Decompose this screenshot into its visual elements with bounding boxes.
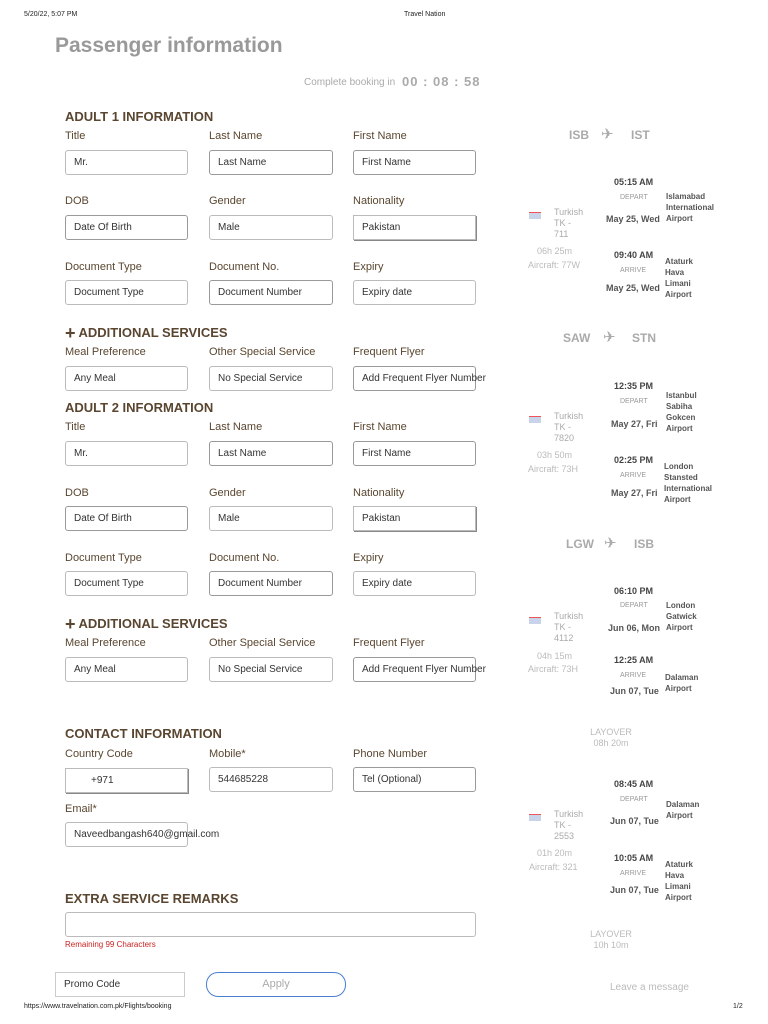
adult1-first-label: First Name [353, 130, 407, 142]
leg3-depart-airport: London Gatwick Airport [666, 601, 697, 632]
adult2-doctype-label: Document Type [65, 552, 142, 564]
leg1-arrive-label: ARRIVE [620, 267, 647, 274]
leg4-arrive-label: ARRIVE [620, 870, 647, 877]
services2-meal-select[interactable]: Any Meal [65, 657, 188, 682]
leg1-to: IST [631, 128, 650, 142]
apply-button[interactable]: Apply [206, 972, 346, 997]
mobile-input[interactable]: 544685228 [209, 767, 333, 792]
contact-phone-label: Phone Number [353, 748, 427, 760]
layover-2: LAYOVER 10h 10m [590, 929, 632, 950]
email-input[interactable]: Naveedbangash640@gmail.com [65, 822, 188, 847]
leg3-aircraft: Aircraft: 73H [528, 664, 579, 674]
leg2-to: STN [632, 331, 656, 345]
services1-meal-select[interactable]: Any Meal [65, 366, 188, 391]
services2-flyer-label: Frequent Flyer [353, 637, 425, 649]
leg3-duration: 04h 15m [537, 651, 573, 661]
adult1-title-select[interactable]: Mr. [65, 150, 188, 175]
leg1-arrive-date: May 25, Wed [606, 283, 660, 293]
leg3-to: ISB [634, 537, 655, 551]
leg3-arrive-label: ARRIVE [620, 672, 647, 679]
leg3-arrive-airport: Dalaman Airport [665, 673, 699, 693]
print-datetime: 5/20/22, 5:07 PM [24, 11, 78, 18]
plus-icon: + [65, 323, 76, 343]
print-footer-url: https://www.travelnation.com.pk/Flights/booking [24, 1003, 172, 1010]
plane-icon: ✈ [604, 535, 617, 552]
page-title: Passenger information [55, 34, 283, 57]
adult2-docno-input[interactable]: Document Number [209, 571, 333, 596]
leg1-aircraft: Aircraft: 77W [528, 260, 581, 270]
adult1-last-name-input[interactable]: Last Name [209, 150, 333, 175]
adult1-doctype-select[interactable]: Document Type [65, 280, 188, 305]
leg1-depart-time: 05:15 AM [614, 177, 654, 187]
services1-special-label: Other Special Service [209, 346, 316, 358]
adult2-last-label: Last Name [209, 421, 263, 433]
leg1-duration: 06h 25m [537, 246, 573, 256]
leg4-arrive-date: Jun 07, Tue [610, 885, 659, 895]
leg2-depart-time: 12:35 PM [614, 381, 654, 391]
leg2-arrive-date: May 27, Fri [611, 488, 658, 498]
airline-logo-icon [529, 814, 541, 821]
leg3-depart-time: 06:10 PM [614, 586, 654, 596]
print-footer-page: 1/2 [733, 1003, 743, 1010]
timer-label: Complete booking in [304, 77, 396, 88]
services1-meal-label: Meal Preference [65, 346, 146, 358]
services2-frequent-flyer-input[interactable]: Add Frequent Flyer Number [353, 657, 476, 682]
print-site-title: Travel Nation [404, 11, 446, 18]
leg2-airline: Turkish TK - 7820 [554, 411, 584, 443]
plus-icon: + [65, 614, 76, 634]
contact-email-label: Email* [65, 803, 97, 815]
leg4-aircraft: Aircraft: 321 [529, 862, 578, 872]
services2-special-label: Other Special Service [209, 637, 316, 649]
airline-logo-icon [529, 212, 541, 219]
layover-1: LAYOVER 08h 20m [590, 727, 632, 748]
leg4-depart-label: DEPART [620, 796, 648, 803]
leg4-depart-date: Jun 07, Tue [610, 816, 659, 826]
leg2-arrive-time: 02:25 PM [614, 455, 654, 465]
additional-services-1-toggle[interactable] [65, 323, 228, 344]
services1-frequent-flyer-input[interactable]: Add Frequent Flyer Number [353, 366, 476, 391]
remarks-heading: EXTRA SERVICE REMARKS [65, 891, 239, 906]
leg4-depart-airport: Dalaman Airport [666, 800, 700, 820]
adult2-dob-input[interactable]: Date Of Birth [65, 506, 188, 531]
leg3-depart-label: DEPART [620, 602, 648, 609]
adult2-doctype-select[interactable]: Document Type [65, 571, 188, 596]
leg2-from: SAW [563, 331, 591, 345]
leg1-arrive-airport: Ataturk Hava Limani Airport [665, 257, 694, 299]
leg2-aircraft: Aircraft: 73H [528, 464, 579, 474]
adult2-first-name-input[interactable]: First Name [353, 441, 476, 466]
leg3-arrive-date: Jun 07, Tue [610, 686, 659, 696]
country-code-select[interactable]: +971 [65, 768, 188, 793]
adult2-title-label: Title [65, 421, 86, 433]
leg2-depart-airport: Istanbul Sabiha Gokcen Airport [666, 391, 697, 433]
countdown-timer: 00 : 08 : 58 [402, 74, 481, 89]
leg3-arrive-time: 12:25 AM [614, 655, 654, 665]
adult1-first-name-input[interactable]: First Name [353, 150, 476, 175]
leg4-duration: 01h 20m [537, 848, 573, 858]
leg2-duration: 03h 50m [537, 450, 573, 460]
leg4-arrive-airport: Ataturk Hava Limani Airport [665, 860, 694, 902]
adult1-last-label: Last Name [209, 130, 263, 142]
adult1-expiry-label: Expiry [353, 261, 384, 273]
contact-heading: CONTACT INFORMATION [65, 726, 222, 741]
leg3-depart-date: Jun 06, Mon [608, 623, 661, 633]
contact-country-label: Country Code [65, 748, 133, 760]
leg1-depart-date: May 25, Wed [606, 214, 660, 224]
adult2-gender-label: Gender [209, 487, 246, 499]
remarks-textarea[interactable] [65, 912, 476, 937]
adult1-heading: ADULT 1 INFORMATION [65, 109, 214, 124]
adult2-gender-select[interactable]: Male [209, 506, 333, 531]
phone-input[interactable]: Tel (Optional) [353, 767, 476, 792]
adult1-dob-label: DOB [65, 195, 89, 207]
adult1-nationality-label: Nationality [353, 195, 405, 207]
plane-icon: ✈ [601, 126, 614, 143]
adult2-title-select[interactable]: Mr. [65, 441, 188, 466]
services2-meal-label: Meal Preference [65, 637, 146, 649]
leg2-arrive-airport: London Stansted International Airport [664, 462, 713, 504]
adult2-dob-label: DOB [65, 487, 89, 499]
adult1-gender-select[interactable]: Male [209, 215, 333, 240]
airline-logo-icon [529, 416, 541, 423]
leg4-depart-time: 08:45 AM [614, 779, 654, 789]
leg4-arrive-time: 10:05 AM [614, 853, 654, 863]
adult1-nationality-select[interactable]: Pakistan [353, 215, 476, 240]
adult2-heading: ADULT 2 INFORMATION [65, 400, 214, 415]
remaining-characters: Remaining 99 Characters [65, 940, 156, 949]
adult2-expiry-input[interactable]: Expiry date [353, 571, 476, 596]
leg2-arrive-label: ARRIVE [620, 472, 647, 479]
adult2-last-name-input[interactable]: Last Name [209, 441, 333, 466]
leg3-from: LGW [566, 537, 594, 551]
leg3-airline: Turkish TK - 4112 [554, 611, 584, 643]
adult1-title-label: Title [65, 130, 86, 142]
contact-mobile-label: Mobile* [209, 748, 246, 760]
adult1-dob-input[interactable]: Date Of Birth [65, 215, 188, 240]
leg1-airline: Turkish TK - 711 [554, 207, 584, 239]
leg2-depart-date: May 27, Fri [611, 419, 658, 429]
leg1-from: ISB [569, 128, 590, 142]
adult2-nationality-label: Nationality [353, 487, 405, 499]
adult2-nationality-select[interactable]: Pakistan [353, 506, 476, 531]
adult2-first-label: First Name [353, 421, 407, 433]
adult1-docno-input[interactable]: Document Number [209, 280, 333, 305]
additional-services-2-toggle[interactable] [65, 614, 228, 635]
leg1-depart-label: DEPART [620, 194, 648, 201]
leg2-depart-label: DEPART [620, 398, 648, 405]
additional-services-2-heading: ADDITIONAL SERVICES [78, 616, 228, 631]
leg4-airline: Turkish TK - 2553 [554, 809, 584, 841]
adult1-doctype-label: Document Type [65, 261, 142, 273]
services1-special-select[interactable]: No Special Service [209, 366, 333, 391]
adult2-docno-label: Document No. [209, 552, 280, 564]
adult2-expiry-label: Expiry [353, 552, 384, 564]
adult1-docno-label: Document No. [209, 261, 280, 273]
leave-message-chat[interactable]: Leave a message [610, 982, 689, 993]
leg1-depart-airport: Islamabad International Airport [666, 192, 715, 223]
airline-logo-icon [529, 617, 541, 624]
services1-flyer-label: Frequent Flyer [353, 346, 425, 358]
plane-icon: ✈ [603, 329, 616, 346]
additional-services-1-heading: ADDITIONAL SERVICES [78, 325, 228, 340]
adult1-expiry-input[interactable]: Expiry date [353, 280, 476, 305]
promo-code-input[interactable]: Promo Code [55, 972, 185, 997]
leg1-arrive-time: 09:40 AM [614, 250, 654, 260]
adult1-gender-label: Gender [209, 195, 246, 207]
services2-special-select[interactable]: No Special Service [209, 657, 333, 682]
